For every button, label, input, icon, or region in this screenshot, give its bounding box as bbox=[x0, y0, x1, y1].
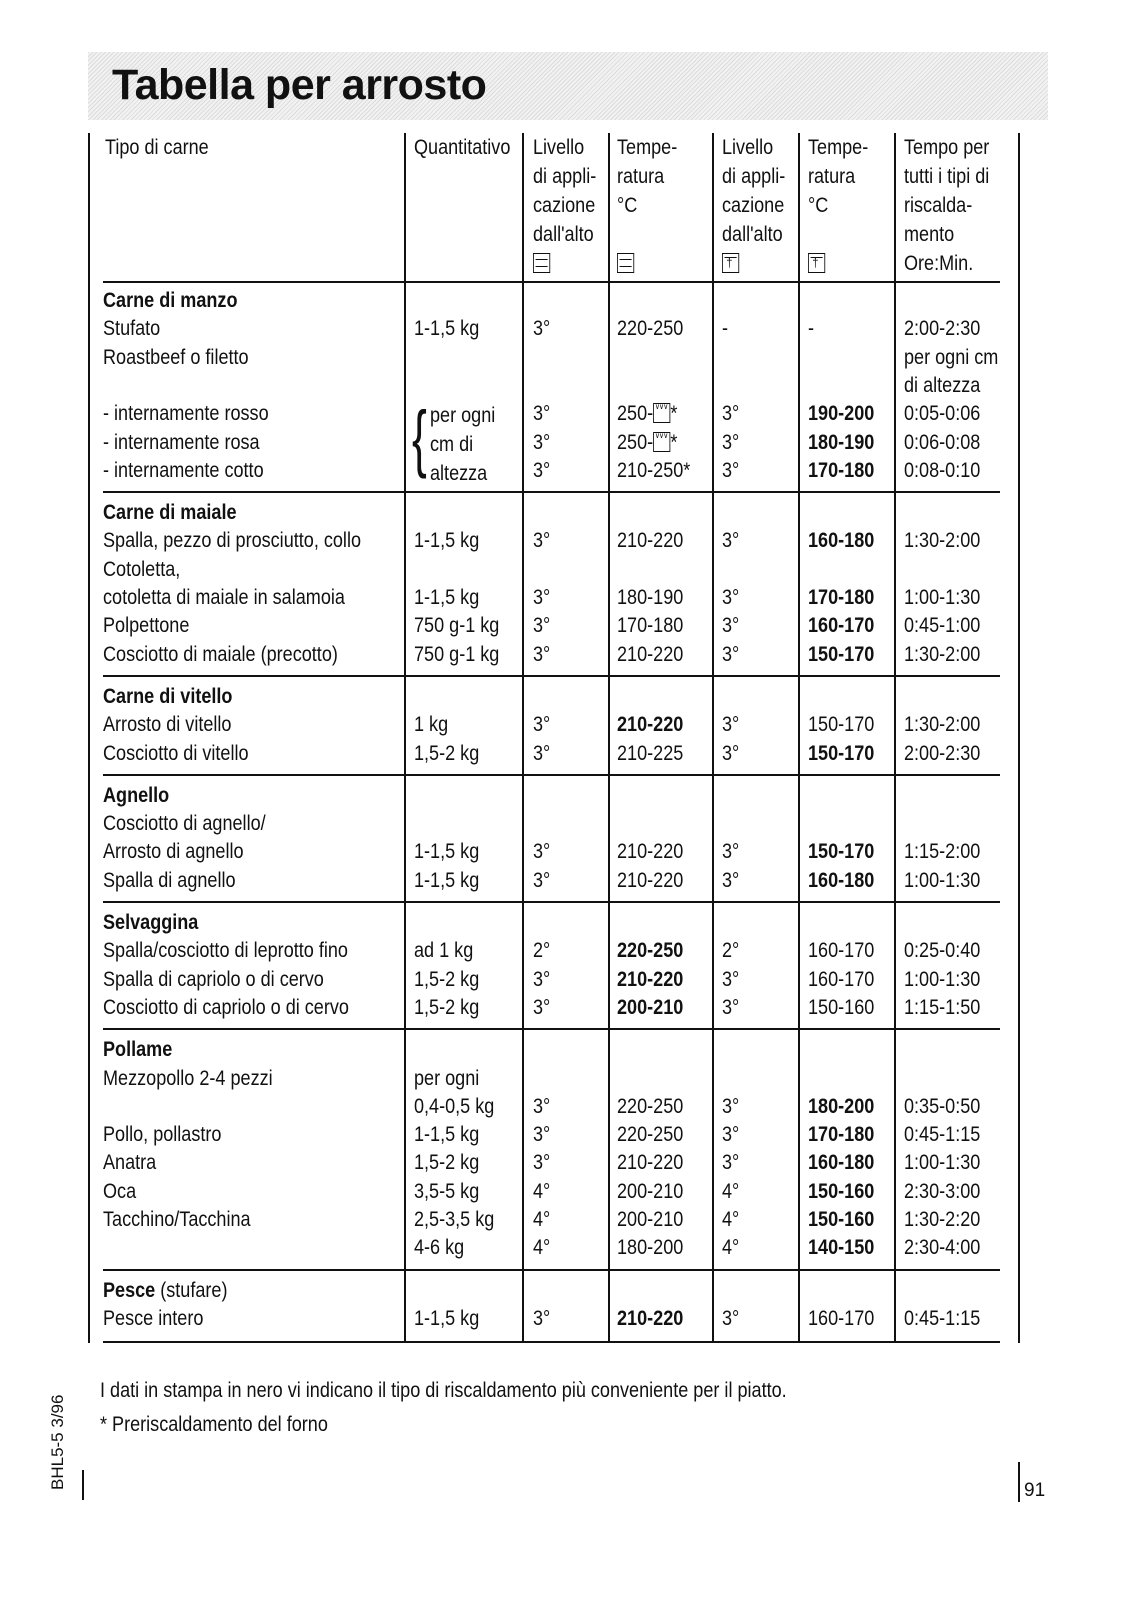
header-temp-2 bbox=[808, 133, 868, 278]
cell-t2: 160-180 bbox=[808, 529, 875, 553]
page-number-rule bbox=[1018, 1462, 1020, 1502]
cell-name-suffix: (stufare) bbox=[155, 1278, 228, 1302]
cell-name: Cosciotto di maiale (precotto) bbox=[103, 642, 338, 666]
cell-t1 bbox=[617, 400, 677, 428]
cell-time: 1:15-2:00 bbox=[904, 840, 981, 864]
column-divider bbox=[608, 133, 610, 1343]
cell-name: Tacchino/Tacchina bbox=[103, 1208, 251, 1231]
cell-time: 1:30-2:20 bbox=[904, 1208, 981, 1231]
cell-l1: 4° bbox=[533, 1208, 551, 1231]
section-separator bbox=[103, 901, 1000, 903]
cell-t2: 170-180 bbox=[808, 1123, 875, 1147]
header-level-1-line: Livello bbox=[533, 136, 585, 159]
cell-name: cotoletta di maiale in salamoia bbox=[103, 586, 345, 609]
header-separator bbox=[103, 281, 1000, 283]
cell-l1: 3° bbox=[533, 402, 551, 426]
cell-time: 1:30-2:00 bbox=[904, 713, 981, 737]
cell-t1: 200-210 bbox=[617, 1208, 684, 1231]
footnote-preheat: * Preriscaldamento del forno bbox=[100, 1413, 328, 1436]
cell-time: 1:00-1:30 bbox=[904, 1151, 981, 1175]
cell-name-text: Pesce bbox=[103, 1278, 156, 1302]
cell-t1: 210-220 bbox=[617, 840, 684, 864]
cell-l1: 3° bbox=[533, 458, 551, 482]
cell-name: Agnello bbox=[103, 783, 170, 807]
cell-time: 0:45-1:00 bbox=[904, 614, 981, 638]
cell-l1: 3° bbox=[533, 1123, 551, 1147]
header-level-2-line: Livello bbox=[722, 136, 774, 159]
cell-l1: 4° bbox=[533, 1179, 551, 1203]
section-separator bbox=[103, 1028, 1000, 1030]
cell-l2: 3° bbox=[722, 1151, 740, 1175]
cell-time: 2:00-2:30 bbox=[904, 317, 981, 341]
cell-l1: 3° bbox=[533, 741, 551, 765]
cell-name: Spalla di capriolo o di cervo bbox=[103, 967, 324, 991]
header-temp-1 bbox=[617, 133, 677, 278]
cell-t1: 170-180 bbox=[617, 614, 684, 638]
header-level-1-line: di appli- bbox=[533, 165, 597, 188]
cell-time: 1:00-1:30 bbox=[904, 868, 981, 892]
cell-name: Spalla di agnello bbox=[103, 868, 236, 892]
cell-qty: 3,5-5 kg bbox=[414, 1179, 480, 1203]
header-temp-2-line: ratura bbox=[808, 165, 856, 188]
cell-time: 1:15-1:50 bbox=[904, 995, 981, 1019]
header-level-1-line: cazione bbox=[533, 194, 596, 217]
cell-t2: 150-170 bbox=[808, 713, 875, 737]
cell-qty: 1-1,5 kg bbox=[414, 529, 480, 553]
header-level-2-line: dall'alto bbox=[722, 223, 783, 246]
cell-qty: 1-1,5 kg bbox=[414, 586, 480, 609]
cell-l1: 3° bbox=[533, 868, 551, 892]
cell-qty: 4-6 kg bbox=[414, 1236, 465, 1260]
cell-l2: 4° bbox=[722, 1208, 740, 1231]
cell-l2: 3° bbox=[722, 868, 740, 892]
cell-name: Spalla/cosciotto di leprotto fino bbox=[103, 939, 348, 963]
brace-text bbox=[430, 401, 495, 488]
cell-l2: 3° bbox=[722, 402, 740, 426]
page-title: Tabella per arrosto bbox=[112, 61, 487, 109]
cell-qty: 1,5-2 kg bbox=[414, 741, 480, 765]
top-bottom-heat-icon bbox=[533, 253, 550, 273]
cell-l2: 4° bbox=[722, 1236, 740, 1260]
cell-l2: 3° bbox=[722, 967, 740, 991]
cell-name: Mezzopollo 2-4 pezzi bbox=[103, 1066, 273, 1090]
grill-icon bbox=[653, 403, 670, 423]
cell-name: Carne di vitello bbox=[103, 684, 233, 708]
cell-time: 1:30-2:00 bbox=[904, 529, 981, 553]
cell-l2: 3° bbox=[722, 1094, 740, 1118]
cell-t1: 210-250* bbox=[617, 458, 691, 482]
cell-qty: 1-1,5 kg bbox=[414, 317, 480, 341]
cell-t2: 160-180 bbox=[808, 868, 875, 892]
cell-t1: 220-250 bbox=[617, 939, 684, 963]
cell-t2: 160-170 bbox=[808, 614, 875, 638]
cell-t1: 210-220 bbox=[617, 1306, 684, 1330]
cell-qty: 0,4-0,5 kg bbox=[414, 1094, 495, 1118]
column-divider bbox=[798, 133, 800, 1343]
cell-qty: 1,5-2 kg bbox=[414, 1151, 480, 1175]
cell-t1: 210-220 bbox=[617, 967, 684, 991]
section-separator bbox=[103, 675, 1000, 677]
cell-name: Roastbeef o filetto bbox=[103, 345, 249, 369]
cell-qty: ad 1 kg bbox=[414, 939, 474, 963]
fan-heat-icon bbox=[808, 253, 825, 273]
cell-name: Selvaggina bbox=[103, 911, 199, 934]
cell-name: - internamente rosa bbox=[103, 430, 260, 454]
brace-bracket: { bbox=[412, 396, 427, 479]
cell-time: 0:25-0:40 bbox=[904, 939, 981, 963]
cell-t1: 210-225 bbox=[617, 741, 684, 765]
header-temp-1-line: °C bbox=[617, 194, 638, 217]
header-level-1-line: dall'alto bbox=[533, 223, 594, 246]
cell-t2: 150-170 bbox=[808, 642, 875, 666]
cell-l2: 3° bbox=[722, 458, 740, 482]
header-time-line: Tempo per bbox=[904, 136, 990, 159]
top-bottom-heat-icon bbox=[617, 253, 634, 273]
cell-t1-star: * bbox=[670, 430, 678, 454]
cell-l1: 3° bbox=[533, 1306, 551, 1330]
cell-time: 0:45-1:15 bbox=[904, 1123, 981, 1147]
header-time-line: riscalda- bbox=[904, 194, 973, 217]
cell-time: 0:35-0:50 bbox=[904, 1094, 981, 1118]
cell-t1: 210-220 bbox=[617, 868, 684, 892]
table-bottom-rule bbox=[103, 1341, 1000, 1343]
cell-time: 0:08-0:10 bbox=[904, 458, 981, 482]
cell-qty: 750 g-1 kg bbox=[414, 614, 500, 638]
header-temp-2-line: Tempe- bbox=[808, 136, 869, 159]
header-level-2-line: di appli- bbox=[722, 165, 786, 188]
header-level-2-line: cazione bbox=[722, 194, 785, 217]
cell-t1: 180-200 bbox=[617, 1236, 684, 1260]
cell-name: Stufato bbox=[103, 317, 161, 341]
cell-qty: per ogni bbox=[414, 1066, 480, 1090]
cell-t2: 150-160 bbox=[808, 1179, 875, 1203]
cell-name: Cosciotto di agnello/ bbox=[103, 812, 266, 836]
column-divider bbox=[712, 133, 714, 1343]
cell-t1: 220-250 bbox=[617, 1094, 684, 1118]
cell-qty: 1-1,5 kg bbox=[414, 868, 480, 892]
cell-t2: 190-200 bbox=[808, 402, 875, 426]
cell-time: 2:30-4:00 bbox=[904, 1236, 981, 1260]
section-separator bbox=[103, 491, 1000, 493]
document-code: BHL5-5 3/96 bbox=[48, 1394, 67, 1490]
header-time-line: mento bbox=[904, 223, 955, 246]
cell-l1: 3° bbox=[533, 317, 551, 341]
table-left-border bbox=[88, 133, 90, 1343]
cell-name: Anatra bbox=[103, 1151, 157, 1175]
brace-text-line: per ogni bbox=[430, 404, 496, 427]
cell-t1: 180-190 bbox=[617, 586, 684, 609]
cell-name: Pollo, pollastro bbox=[103, 1123, 222, 1147]
cell-qty: 1 kg bbox=[414, 713, 449, 737]
cell-t2: 180-190 bbox=[808, 430, 875, 454]
cell-qty: 2,5-3,5 kg bbox=[414, 1208, 495, 1231]
cell-name: Carne di maiale bbox=[103, 501, 237, 525]
header-temp-1-line: ratura bbox=[617, 165, 665, 188]
cell-t2: 160-180 bbox=[808, 1151, 875, 1175]
cell-l1: 3° bbox=[533, 1151, 551, 1175]
column-divider bbox=[522, 133, 524, 1343]
fan-heat-icon bbox=[722, 253, 739, 273]
cell-t2: 170-180 bbox=[808, 458, 875, 482]
cell-name: Arrosto di agnello bbox=[103, 840, 244, 864]
column-divider bbox=[404, 133, 406, 1343]
cell-t1: 210-220 bbox=[617, 529, 684, 553]
cell-name: - internamente rosso bbox=[103, 402, 269, 426]
cell-time: 2:30-3:00 bbox=[904, 1179, 981, 1203]
cell-qty: 1-1,5 kg bbox=[414, 840, 480, 864]
header-temp-2-line: °C bbox=[808, 194, 829, 217]
cell-l1: 3° bbox=[533, 430, 551, 454]
footnote-bold-data: I dati in stampa in nero vi indicano il tipo di riscaldamento più conveniente per il piatto. bbox=[100, 1379, 787, 1402]
cell-name: Pollame bbox=[103, 1038, 173, 1062]
cell-t1: 220-250 bbox=[617, 317, 684, 341]
header-time-line: tutti i tipi di bbox=[904, 165, 990, 188]
cell-qty: 1,5-2 kg bbox=[414, 995, 480, 1019]
cell-l2: 3° bbox=[722, 713, 740, 737]
cell-name bbox=[103, 1277, 227, 1305]
cell-time: 0:06-0:08 bbox=[904, 430, 981, 454]
cell-t2: 150-160 bbox=[808, 995, 875, 1019]
cell-time: 1:30-2:00 bbox=[904, 642, 981, 666]
cell-l2: 4° bbox=[722, 1179, 740, 1203]
cell-l2: 2° bbox=[722, 939, 740, 963]
cell-qty: 750 g-1 kg bbox=[414, 642, 500, 666]
cell-t1-text: 250- bbox=[617, 430, 654, 454]
cell-qty: 1,5-2 kg bbox=[414, 967, 480, 991]
cell-l2: 3° bbox=[722, 614, 740, 638]
cell-l2: 3° bbox=[722, 586, 740, 609]
header-time bbox=[904, 133, 989, 278]
cell-time: per ogni cm bbox=[904, 345, 999, 369]
cell-l1: 4° bbox=[533, 1236, 551, 1260]
cell-t1: 200-210 bbox=[617, 995, 684, 1019]
cell-l1: 3° bbox=[533, 529, 551, 553]
section-separator bbox=[103, 1269, 1000, 1271]
header-level-1 bbox=[533, 133, 596, 278]
column-divider bbox=[894, 133, 896, 1343]
cell-t2: 150-160 bbox=[808, 1208, 875, 1231]
header-time-line: Ore:Min. bbox=[904, 252, 974, 275]
cell-l1: 3° bbox=[533, 642, 551, 666]
cell-t1-text: 250- bbox=[617, 402, 654, 426]
cell-time: di altezza bbox=[904, 373, 981, 397]
cell-t2: 160-170 bbox=[808, 1306, 875, 1330]
table-right-border bbox=[1018, 133, 1020, 1343]
cell-t2: 140-150 bbox=[808, 1236, 875, 1260]
cell-l1: 3° bbox=[533, 1094, 551, 1118]
cell-l2: 3° bbox=[722, 1306, 740, 1330]
cell-t2: - bbox=[808, 317, 815, 341]
cell-time: 1:00-1:30 bbox=[904, 586, 981, 609]
cell-t2: 160-170 bbox=[808, 939, 875, 963]
cell-name: Oca bbox=[103, 1179, 137, 1203]
brace-text-line: altezza bbox=[430, 462, 488, 485]
cell-time: 0:05-0:06 bbox=[904, 402, 981, 426]
cell-qty: 1-1,5 kg bbox=[414, 1306, 480, 1330]
cell-t2: 150-170 bbox=[808, 840, 875, 864]
cell-time: 1:00-1:30 bbox=[904, 967, 981, 991]
cell-name: Cosciotto di vitello bbox=[103, 741, 249, 765]
header-temp-1-line: Tempe- bbox=[617, 136, 678, 159]
cell-name: Polpettone bbox=[103, 614, 190, 638]
cell-l2: 3° bbox=[722, 840, 740, 864]
cell-l1: 2° bbox=[533, 939, 551, 963]
cell-l1: 3° bbox=[533, 840, 551, 864]
cell-time: 0:45-1:15 bbox=[904, 1306, 981, 1330]
cell-name: Cotoletta, bbox=[103, 557, 181, 581]
cell-time: 2:00-2:30 bbox=[904, 741, 981, 765]
cell-t1: 210-220 bbox=[617, 1151, 684, 1175]
header-meat-type: Tipo di carne bbox=[105, 136, 209, 159]
cell-name: Carne di manzo bbox=[103, 289, 238, 312]
margin-line bbox=[82, 1470, 84, 1500]
cell-t2: 150-170 bbox=[808, 741, 875, 765]
cell-t1 bbox=[617, 429, 677, 457]
cell-t1: 200-210 bbox=[617, 1179, 684, 1203]
header-level-2 bbox=[722, 133, 785, 278]
cell-t1: 220-250 bbox=[617, 1123, 684, 1147]
header-quantity: Quantitativo bbox=[414, 136, 511, 159]
cell-l1: 3° bbox=[533, 995, 551, 1019]
cell-t2: 180-200 bbox=[808, 1094, 875, 1118]
cell-l2: - bbox=[722, 317, 729, 341]
cell-l2: 3° bbox=[722, 741, 740, 765]
cell-name: Pesce intero bbox=[103, 1306, 204, 1330]
cell-name: Spalla, pezzo di prosciutto, collo bbox=[103, 529, 361, 553]
cell-l2: 3° bbox=[722, 430, 740, 454]
cell-l1: 3° bbox=[533, 614, 551, 638]
grill-icon bbox=[653, 432, 670, 452]
cell-t1: 210-220 bbox=[617, 713, 684, 737]
cell-name: - internamente cotto bbox=[103, 458, 264, 482]
page-number: 91 bbox=[1024, 1480, 1046, 1501]
cell-l1: 3° bbox=[533, 586, 551, 609]
brace-text-line: cm di bbox=[430, 433, 474, 456]
cell-l1: 3° bbox=[533, 967, 551, 991]
cell-t1: 210-220 bbox=[617, 642, 684, 666]
cell-t1-star: * bbox=[670, 402, 678, 426]
cell-l2: 3° bbox=[722, 529, 740, 553]
cell-name: Cosciotto di capriolo o di cervo bbox=[103, 995, 349, 1019]
cell-l2: 3° bbox=[722, 642, 740, 666]
cell-l2: 3° bbox=[722, 995, 740, 1019]
cell-t2: 160-170 bbox=[808, 967, 875, 991]
cell-l1: 3° bbox=[533, 713, 551, 737]
cell-l2: 3° bbox=[722, 1123, 740, 1147]
cell-name: Arrosto di vitello bbox=[103, 713, 232, 737]
cell-qty: 1-1,5 kg bbox=[414, 1123, 480, 1147]
section-separator bbox=[103, 774, 1000, 776]
cell-t2: 170-180 bbox=[808, 586, 875, 609]
